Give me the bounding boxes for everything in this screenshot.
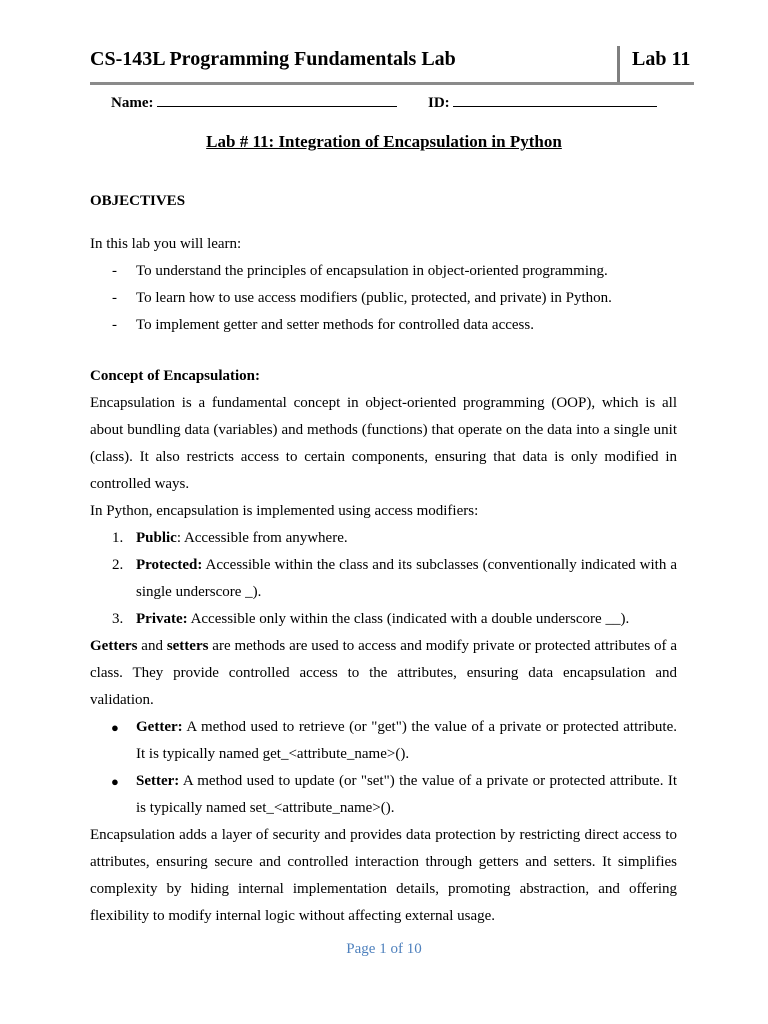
id-label: ID: xyxy=(428,95,450,111)
objectives-list xyxy=(90,258,677,339)
list-item: - To understand the principles of encapsulation in object-oriented programming. xyxy=(112,263,608,279)
id-blank xyxy=(453,93,657,107)
name-field xyxy=(111,93,397,112)
name-blank xyxy=(157,93,397,107)
header-rule xyxy=(90,82,694,85)
page-number: Page 1 of 10 xyxy=(346,941,422,957)
name-label: Name: xyxy=(111,95,154,111)
list-item: - To implement getter and setter methods for controlled data access. xyxy=(112,317,534,333)
page-header xyxy=(90,44,694,84)
list-item: 1. Public: Accessible from anywhere. xyxy=(112,530,348,546)
list-item: ● Setter: A method used to update (or "set") the value of a private or protected attribute. It is typically named set_<attribute_name>(). xyxy=(111,773,677,816)
list-item: ● Getter: A method used to retrieve (or "get") the value of a private or protected attribute. It is typically named get_<attribute_name>(). xyxy=(111,719,677,762)
lab-title: Lab # 11: Integration of Encapsulation in Python xyxy=(206,132,562,151)
getter-setter-list xyxy=(90,714,677,822)
access-modifiers-list xyxy=(90,525,677,633)
access-modifiers-intro: In Python, encapsulation is implemented using access modifiers: xyxy=(90,503,479,519)
id-field xyxy=(428,93,657,112)
summary-paragraph: Encapsulation adds a layer of security and provides data protection by restricting direct access to attributes, ensuring secure and controlled interaction through getters and setters. It simplifies complexity by hiding internal implementation details, promoting abstraction, and offering flexibility to modify internal logic without affecting external usage. xyxy=(90,827,677,924)
list-item: 3. Private: Accessible only within the class (indicated with a double underscore __). xyxy=(112,611,630,627)
list-item: - To learn how to use access modifiers (public, protected, and private) in Python. xyxy=(112,290,612,306)
concept-heading: Concept of Encapsulation: xyxy=(90,368,261,384)
document-body xyxy=(90,188,677,930)
objectives-intro: In this lab you will learn: xyxy=(90,236,242,252)
header-divider xyxy=(617,46,620,84)
list-item: 2. Protected: Accessible within the class and its subclasses (conventionally indicated with a single underscore _). xyxy=(112,557,677,600)
lab-number: Lab 11 xyxy=(632,48,691,70)
course-title: CS-143L Programming Fundamentals Lab xyxy=(90,48,456,70)
objectives-heading: OBJECTIVES xyxy=(90,193,186,209)
concept-paragraph: Encapsulation is a fundamental concept in object-oriented programming (OOP), which is all about bundling data (variables) and methods (functions) that operate on the data into a single unit (class). It also restricts access to certain components, ensuring that data is only modified in controlled ways. xyxy=(90,395,677,492)
getters-setters-paragraph: Getters and setters are methods are used to access and modify private or protected attributes of a class. They provide controlled access to the attributes, ensuring data encapsulation and validation. xyxy=(90,638,677,708)
